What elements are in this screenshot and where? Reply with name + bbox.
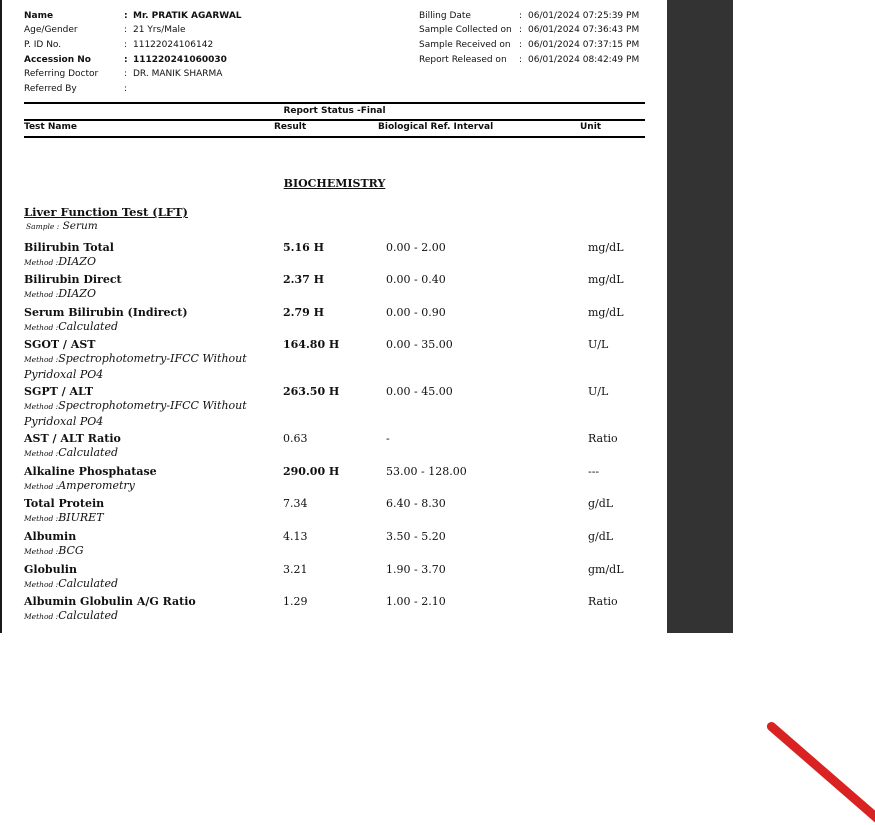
- method-label: Method :: [24, 290, 59, 299]
- viewer-dark-panel: [667, 0, 733, 633]
- method-label: Method :: [24, 355, 59, 364]
- panel-title: Liver Function Test (LFT): [24, 205, 188, 219]
- colon: :: [124, 25, 128, 35]
- test-unit: gm/dL: [588, 563, 624, 576]
- received-date: 06/01/2024 07:37:15 PM: [528, 40, 640, 50]
- colon: :: [124, 40, 128, 50]
- method-label: Method :: [24, 580, 59, 589]
- divider-header: [24, 136, 645, 138]
- method-value: Calculated: [58, 609, 118, 622]
- test-method: [24, 320, 264, 336]
- name-label: Name: [24, 11, 54, 21]
- test-method: [24, 446, 264, 462]
- colon: :: [124, 11, 128, 21]
- test-unit: U/L: [588, 385, 609, 398]
- test-name: Albumin Globulin A/G Ratio: [24, 595, 196, 608]
- method-value: Calculated: [58, 577, 118, 590]
- method-value: BCG: [58, 544, 84, 557]
- red-annotation-stroke: [765, 720, 875, 825]
- test-method: [24, 577, 264, 593]
- collected-date: 06/01/2024 07:36:43 PM: [528, 25, 640, 35]
- billing-label: Billing Date: [419, 11, 471, 21]
- test-ref-interval: 0.00 - 45.00: [386, 385, 453, 398]
- age-label: Age/Gender: [24, 25, 78, 35]
- method-label: Method :: [24, 547, 59, 556]
- released-date: 06/01/2024 08:42:49 PM: [528, 55, 640, 65]
- referring-doctor: DR. MANIK SHARMA: [133, 69, 223, 79]
- test-ref-interval: 53.00 - 128.00: [386, 465, 467, 478]
- method-value: DIAZO: [58, 255, 96, 268]
- test-unit: g/dL: [588, 497, 614, 510]
- test-name: Bilirubin Direct: [24, 273, 122, 286]
- test-method: [24, 287, 264, 303]
- test-name: SGPT / ALT: [24, 385, 94, 398]
- col-unit: Unit: [580, 122, 602, 132]
- panel-sample: [26, 220, 98, 232]
- method-value: Amperometry: [58, 479, 135, 492]
- colon: :: [519, 11, 523, 21]
- test-ref-interval: 0.00 - 0.90: [386, 306, 446, 319]
- test-ref-interval: 3.50 - 5.20: [386, 530, 446, 543]
- section-title: BIOCHEMISTRY: [283, 177, 386, 190]
- received-label: Sample Received on: [419, 40, 511, 50]
- divider-top: [24, 102, 645, 104]
- test-result: 1.29: [283, 595, 308, 608]
- method-label: Method :: [24, 482, 59, 491]
- test-method: [24, 352, 264, 382]
- method-value: Spectrophotometry-IFCC Without Pyridoxal PO4: [24, 399, 247, 428]
- test-name: Serum Bilirubin (Indirect): [24, 306, 188, 319]
- test-result: 4.13: [283, 530, 308, 543]
- method-value: DIAZO: [58, 287, 96, 300]
- referred-label: Referred By: [24, 84, 77, 94]
- test-method: [24, 609, 264, 625]
- test-ref-interval: -: [386, 432, 390, 445]
- method-value: Spectrophotometry-IFCC Without Pyridoxal PO4: [24, 352, 247, 381]
- colon: :: [124, 84, 128, 94]
- accession-label: Accession No: [24, 55, 91, 65]
- test-result: 290.00 H: [283, 465, 340, 478]
- referring-label: Referring Doctor: [24, 69, 99, 79]
- test-ref-interval: 1.00 - 2.10: [386, 595, 446, 608]
- method-label: Method :: [24, 449, 59, 458]
- test-unit: mg/dL: [588, 241, 624, 254]
- test-name: Total Protein: [24, 497, 105, 510]
- method-value: Calculated: [58, 320, 118, 333]
- test-name: SGOT / AST: [24, 338, 96, 351]
- col-result: Result: [274, 122, 307, 132]
- test-result: 2.79 H: [283, 306, 325, 319]
- method-value: BIURET: [58, 511, 104, 524]
- method-label: Method :: [24, 323, 59, 332]
- pid-label: P. ID No.: [24, 40, 62, 50]
- test-ref-interval: 6.40 - 8.30: [386, 497, 446, 510]
- col-test-name: Test Name: [24, 122, 77, 132]
- test-method: [24, 544, 264, 560]
- test-method: [24, 511, 264, 527]
- test-unit: mg/dL: [588, 306, 624, 319]
- test-name: AST / ALT Ratio: [24, 432, 121, 445]
- test-ref-interval: 1.90 - 3.70: [386, 563, 446, 576]
- test-method: [24, 479, 264, 495]
- colon: :: [519, 25, 523, 35]
- test-method: [24, 255, 264, 271]
- method-label: Method :: [24, 402, 59, 411]
- test-result: 5.16 H: [283, 241, 325, 254]
- report-status: Report Status -Final: [283, 106, 386, 116]
- colon: :: [519, 40, 523, 50]
- method-label: Method :: [24, 258, 59, 267]
- test-name: Bilirubin Total: [24, 241, 114, 254]
- released-label: Report Released on: [419, 55, 507, 65]
- test-unit: ---: [588, 465, 600, 478]
- test-ref-interval: 0.00 - 2.00: [386, 241, 446, 254]
- test-name: Globulin: [24, 563, 77, 576]
- test-result: 0.63: [283, 432, 308, 445]
- report-page: [2, 0, 667, 633]
- sample-label: Sample :: [26, 222, 60, 231]
- accession-number: 111220241060030: [133, 55, 227, 65]
- test-result: 263.50 H: [283, 385, 340, 398]
- patient-id: 11122024106142: [133, 40, 214, 50]
- test-result: 2.37 H: [283, 273, 325, 286]
- col-interval: Biological Ref. Interval: [378, 122, 494, 132]
- test-ref-interval: 0.00 - 0.40: [386, 273, 446, 286]
- test-result: 164.80 H: [283, 338, 340, 351]
- test-method: [24, 399, 264, 429]
- collected-label: Sample Collected on: [419, 25, 512, 35]
- divider-mid: [24, 119, 645, 121]
- test-unit: g/dL: [588, 530, 614, 543]
- test-result: 3.21: [283, 563, 308, 576]
- colon: :: [519, 55, 523, 65]
- patient-name: Mr. PRATIK AGARWAL: [133, 11, 242, 21]
- patient-age: 21 Yrs/Male: [133, 25, 186, 35]
- test-name: Alkaline Phosphatase: [24, 465, 157, 478]
- test-result: 7.34: [283, 497, 308, 510]
- method-label: Method :: [24, 514, 59, 523]
- colon: :: [124, 69, 128, 79]
- billing-date: 06/01/2024 07:25:39 PM: [528, 11, 640, 21]
- test-unit: Ratio: [588, 595, 618, 608]
- colon: :: [124, 55, 128, 65]
- test-unit: U/L: [588, 338, 609, 351]
- method-label: Method :: [24, 612, 59, 621]
- method-value: Calculated: [58, 446, 118, 459]
- test-unit: Ratio: [588, 432, 618, 445]
- sample-value: Serum: [59, 220, 98, 232]
- test-name: Albumin: [24, 530, 77, 543]
- test-unit: mg/dL: [588, 273, 624, 286]
- test-ref-interval: 0.00 - 35.00: [386, 338, 453, 351]
